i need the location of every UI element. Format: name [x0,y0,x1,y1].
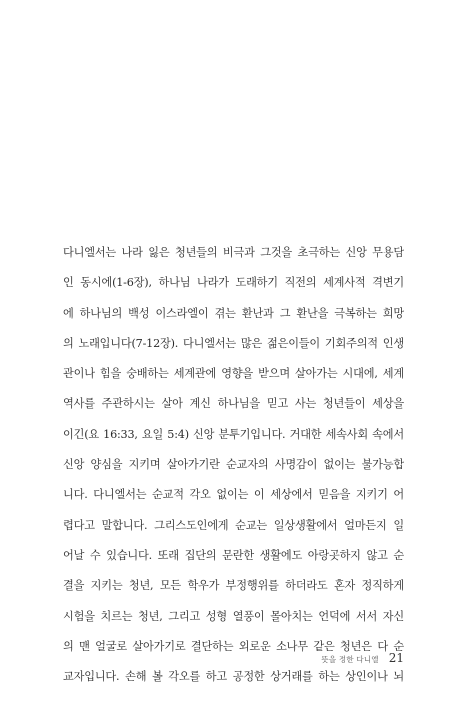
text-line: 어날 수 있습니다. 또래 집단의 문란한 생활에도 아랑곳하지 않고 순 [63,548,404,562]
text-line: 의 노래입니다(7-12장). 다니엘서는 많은 젊은이들이 기회주의적 인생 [63,336,404,350]
text-line: 결을 지키는 청년, 모든 학우가 부정행위를 하더라도 혼자 정직하게 [63,579,404,593]
running-title: 뜻을 정한 다니엘 [321,655,379,664]
body-paragraph [63,238,404,692]
text-line: 관이나 힘을 숭배하는 세계관에 영향을 받으며 살아가는 시대에, 세계 [63,367,404,381]
text-line: 신앙 양심을 지키며 살아가기란 순교자의 사명감이 없이는 불가능합 [63,458,404,472]
text-line: 다니엘서는 나라 잃은 청년들의 비극과 그것을 초극하는 신앙 무용담 [63,246,404,259]
text-line: 시험을 치르는 청년, 그리고 성형 열풍이 몰아치는 언덕에 서서 자신 [63,609,404,623]
text-line: 인 동시에(1-6장), 하나님 나라가 도래하기 직전의 세계사적 격변기 [63,276,404,290]
text-line: 의 맨 얼굴로 살아가기로 결단하는 외로운 소나무 같은 청년은 다 순 [63,639,404,653]
text-line: 에 하나님의 백성 이스라엘이 겪는 환난과 그 환난을 극복하는 희망 [63,306,404,320]
page-number: 21 [388,651,404,665]
text-line: 이긴(요 16:33, 요일 5:4) 신앙 분투기입니다. 거대한 세속사회 속에서 [63,427,404,441]
text-line: 교자입니다. 손해 볼 각오를 하고 공정한 상거래를 하는 상인이나 뇌 [63,670,404,684]
text-line: 니다. 다니엘서는 순교적 각오 없이는 이 세상에서 믿음을 지키기 어 [63,488,404,502]
page-footer [321,651,404,665]
text-line: 렵다고 말합니다. 그리스도인에게 순교는 일상생활에서 얼마든지 일 [63,518,404,532]
text-line: 역사를 주관하시는 살아 계신 하나님을 믿고 사는 청년들이 세상을 [63,397,404,411]
